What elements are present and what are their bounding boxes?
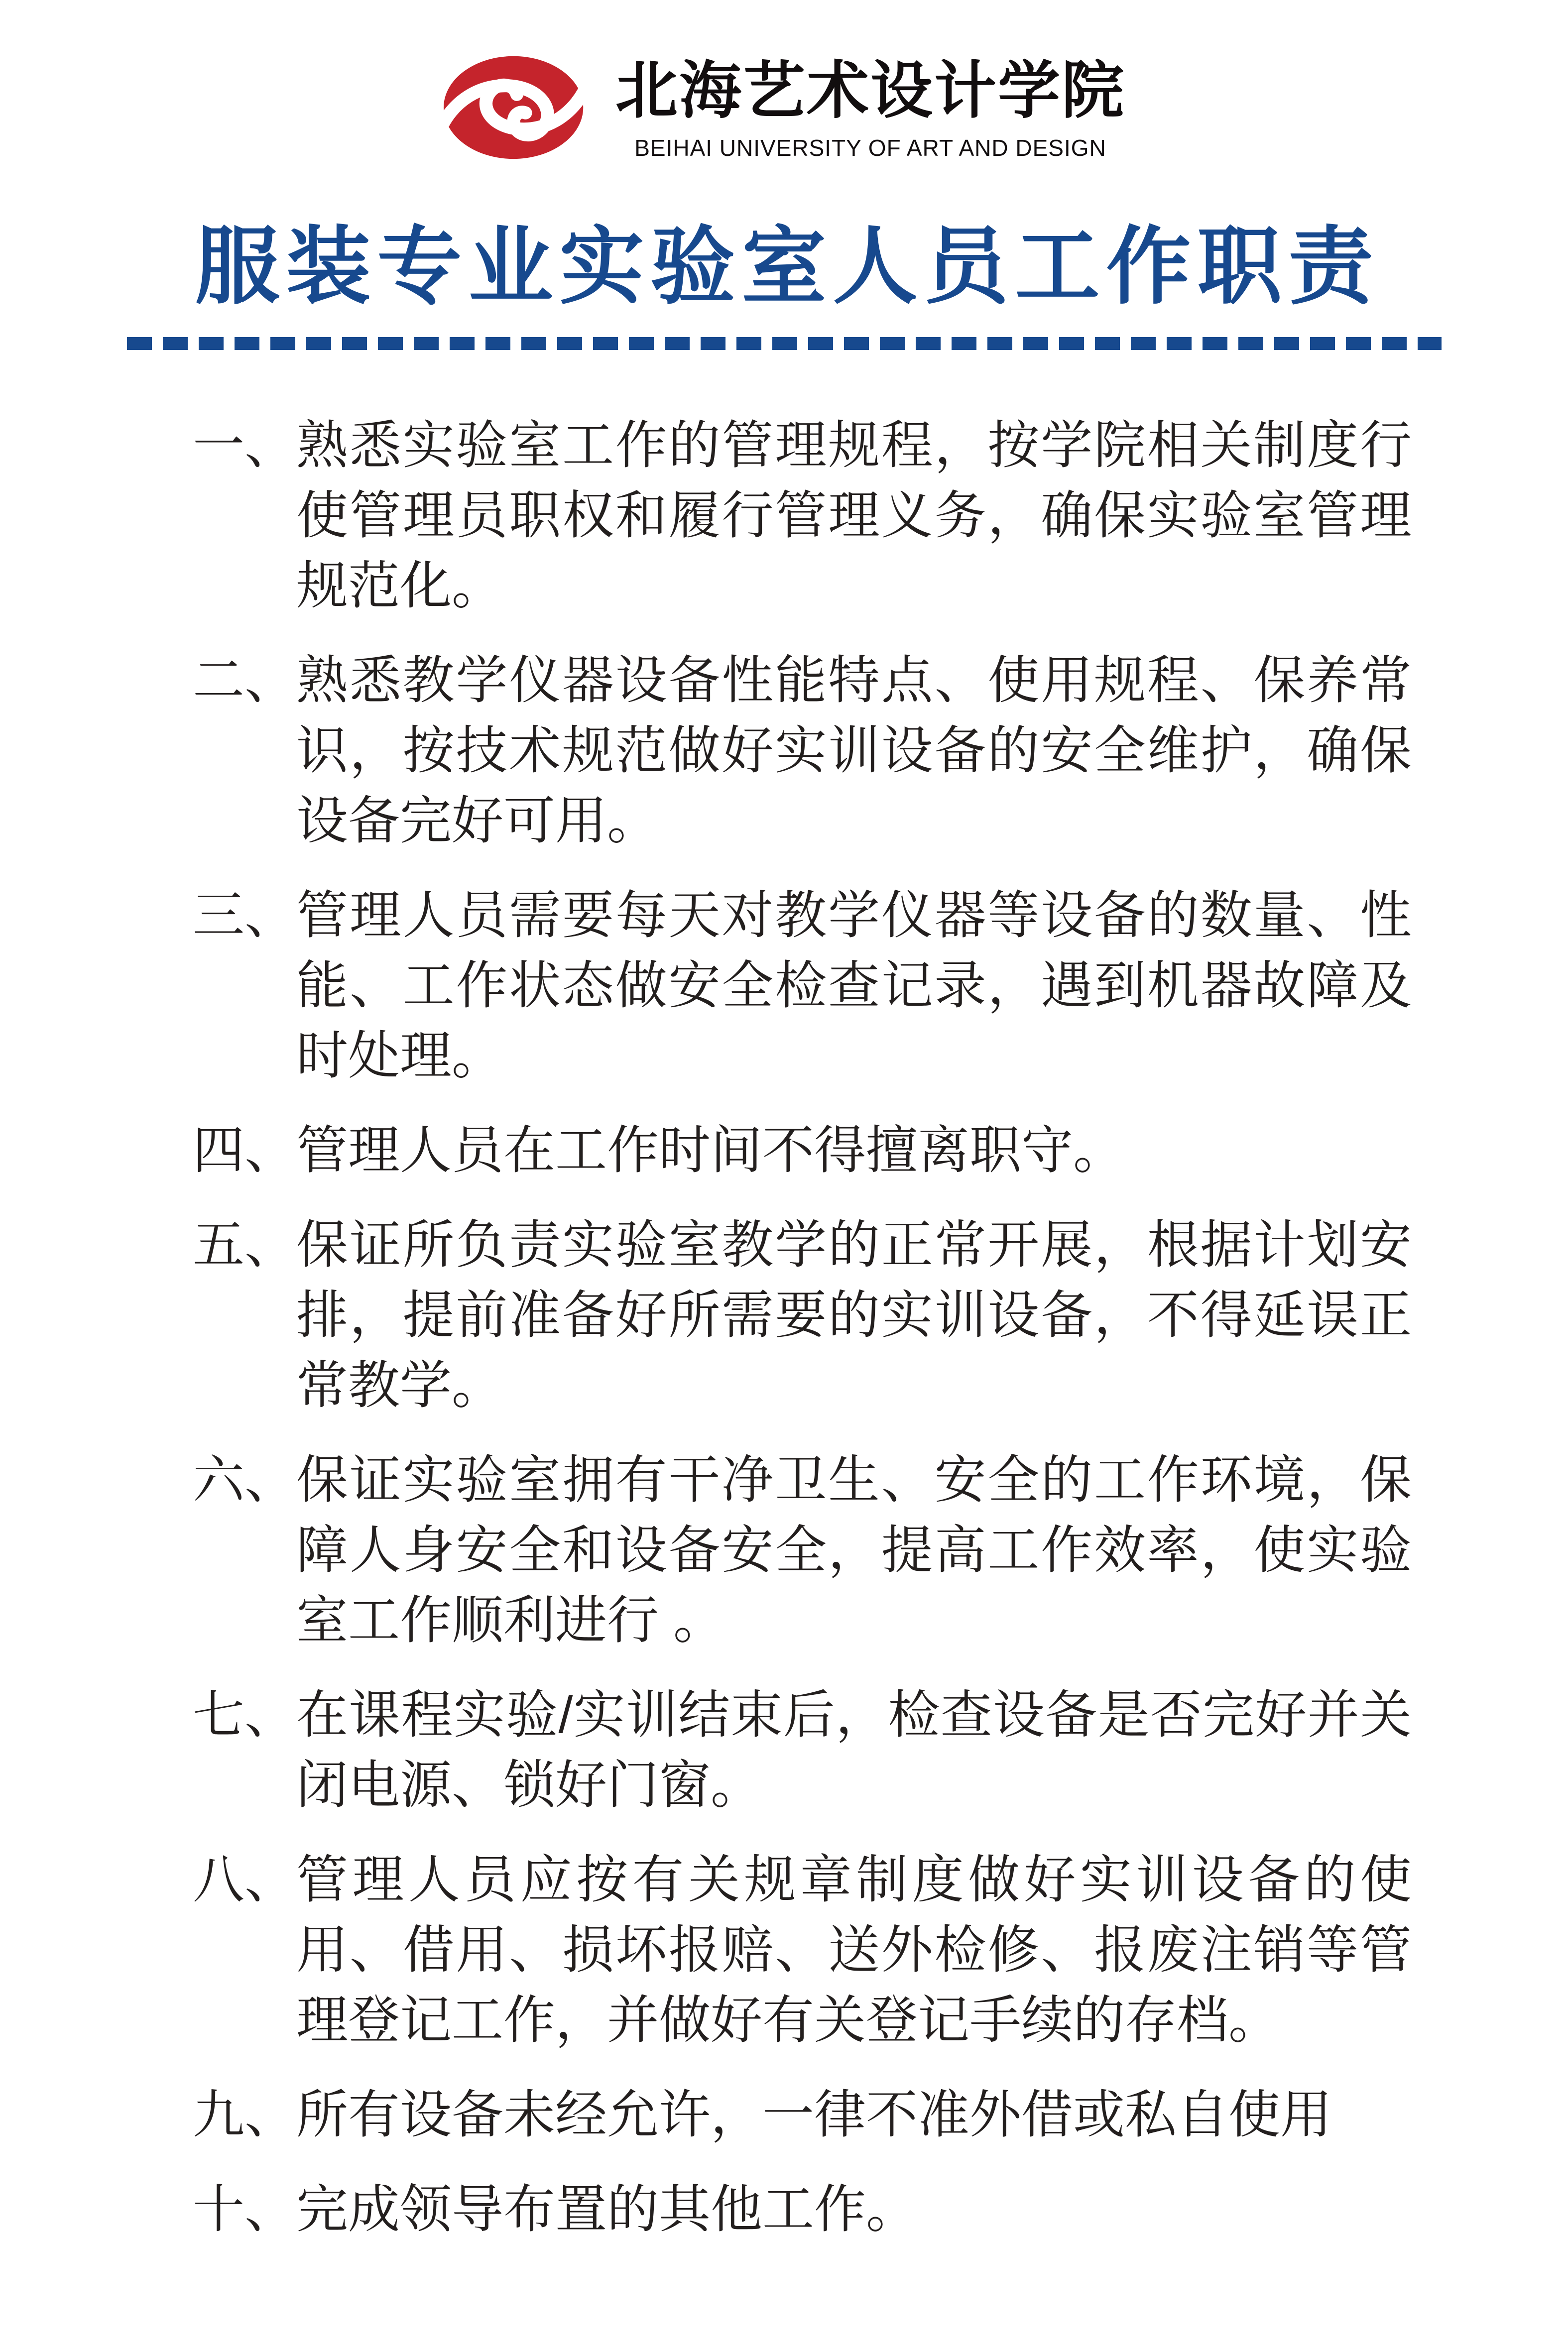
duty-text: 所有设备未经允许，一律不准外借或私自使用 bbox=[296, 2086, 1332, 2144]
duty-item bbox=[193, 1116, 1419, 1186]
duty-number: 七、 bbox=[193, 1686, 297, 1744]
duty-item bbox=[193, 2080, 1419, 2150]
duty-number: 四、 bbox=[193, 1121, 297, 1179]
duty-item bbox=[193, 2175, 1419, 2245]
duty-list bbox=[0, 411, 1568, 2245]
duty-item bbox=[193, 1445, 1419, 1656]
university-name-english: BEIHAI UNIVERSITY OF ART AND DESIGN bbox=[634, 135, 1106, 161]
duty-number: 二、 bbox=[193, 651, 297, 709]
duty-text: 在课程实验/实训结束后，检查设备是否完好并关闭电源、锁好门窗。 bbox=[296, 1686, 1412, 1814]
duty-number: 五、 bbox=[193, 1216, 297, 1274]
duty-text: 熟悉实验室工作的管理规程，按学院相关制度行使管理员职权和履行管理义务，确保实验室管理规范化。 bbox=[296, 416, 1412, 615]
duty-number: 八、 bbox=[193, 1851, 297, 1909]
duty-item bbox=[193, 411, 1419, 621]
duty-item bbox=[193, 881, 1419, 1091]
duty-number: 十、 bbox=[193, 2180, 297, 2238]
duty-number: 九、 bbox=[193, 2086, 297, 2144]
duty-text: 管理人员应按有关规章制度做好实训设备的使用、借用、损坏报赔、送外检修、报废注销等管理登记工作，并做好有关登记手续的存档。 bbox=[296, 1851, 1412, 2049]
page-title: 服装专业实验室人员工作职责 bbox=[195, 220, 1380, 315]
duty-number: 六、 bbox=[193, 1451, 297, 1509]
university-logo bbox=[0, 0, 1568, 161]
duty-item bbox=[193, 646, 1419, 856]
duty-number: 一、 bbox=[193, 416, 297, 474]
duty-text: 熟悉教学仪器设备性能特点、使用规程、保养常识，按技术规范做好实训设备的安全维护，确保设备完好可用。 bbox=[296, 651, 1412, 850]
university-name-chinese: 北海艺术设计学院 bbox=[615, 57, 1125, 126]
duty-item bbox=[193, 1680, 1419, 1821]
university-names bbox=[615, 53, 1125, 161]
duty-text: 完成领导布置的其他工作。 bbox=[296, 2180, 918, 2238]
duty-text: 保证所负责实验室教学的正常开展，根据计划安排，提前准备好所需要的实训设备，不得延误正常教学。 bbox=[296, 1216, 1412, 1414]
duty-number: 三、 bbox=[193, 886, 297, 944]
university-swirl-logo-icon bbox=[443, 54, 588, 160]
duty-text: 管理人员需要每天对教学仪器等设备的数量、性能、工作状态做安全检查记录，遇到机器故障及时处理。 bbox=[296, 886, 1412, 1085]
dashed-divider bbox=[127, 337, 1442, 350]
duty-item bbox=[193, 1845, 1419, 2056]
duty-text: 管理人员在工作时间不得擅离职守。 bbox=[296, 1121, 1125, 1179]
duty-item bbox=[193, 1210, 1419, 1421]
duty-text: 保证实验室拥有干净卫生、安全的工作环境，保障人身安全和设备安全，提高工作效率，使实验室工作顺利进行 。 bbox=[296, 1451, 1412, 1649]
